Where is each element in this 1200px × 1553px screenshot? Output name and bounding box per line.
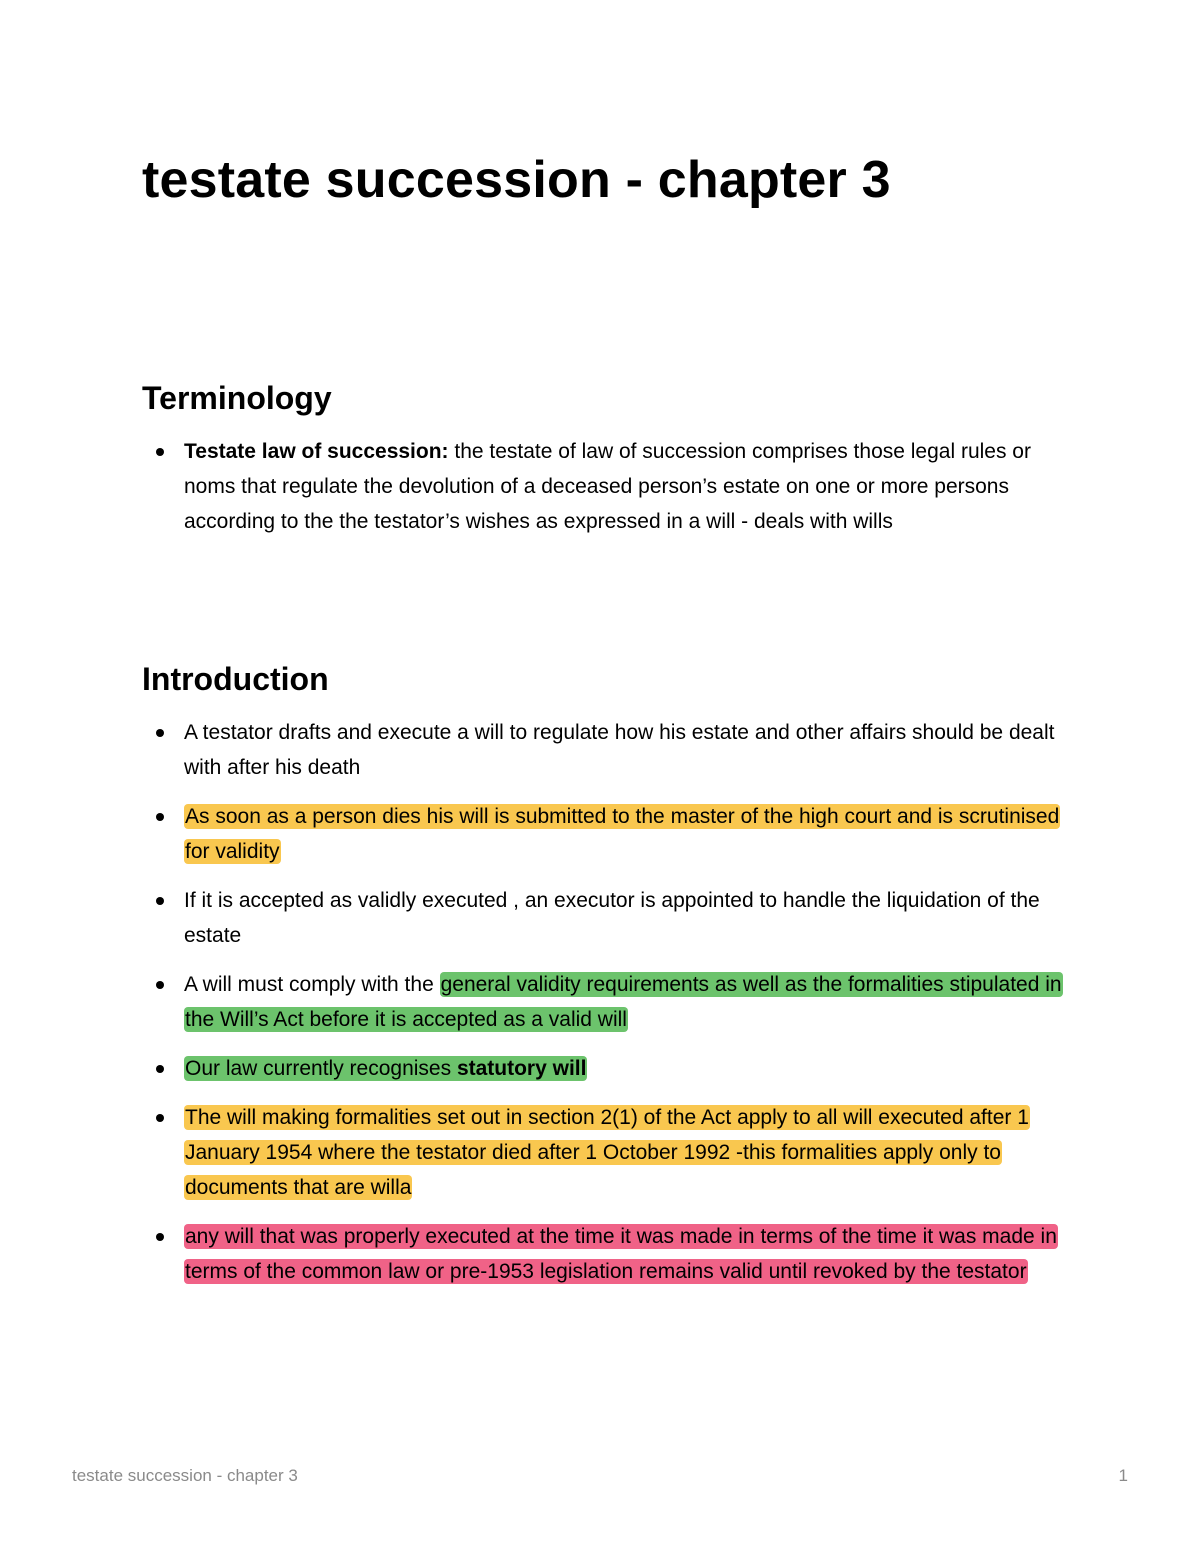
list-item: [142, 715, 1072, 785]
bullet-icon: [156, 981, 164, 989]
list-item-text: A testator drafts and execute a will to regulate how his estate and other affairs should be dealt with after his death: [184, 721, 1055, 779]
section-introduction: [142, 659, 1072, 1303]
list-item: [142, 967, 1072, 1037]
highlighted-text-green: [184, 1056, 587, 1081]
bullet-icon: [156, 813, 164, 821]
bullet-icon: [156, 1233, 164, 1241]
highlighted-text-pink: any will that was properly executed at the time it was made in terms of the time it was made in terms of the common law or pre-1953 legislation remains valid until revoked by the testator: [185, 1225, 1057, 1283]
list-item: [142, 883, 1072, 953]
term-definition: the testate of law of succession comprises those legal rules or noms that regulate the devolution of a deceased person’s estate on one or more persons according to the the testator’s wishes as expressed in a will - deals with wills: [184, 440, 1031, 533]
highlighted-text-yellow: As soon as a person dies his will is submitted to the master of the high court and is scrutinised for validity: [185, 805, 1060, 863]
highlighted-text-green: general validity requirements as well as the formalities stipulated in the Will’s Act before it is accepted as a valid will: [185, 973, 1062, 1031]
list-item: [142, 434, 1072, 539]
term-label: Testate law of succession:: [184, 440, 449, 463]
section-heading-introduction: Introduction: [142, 661, 329, 697]
highlighted-text-yellow: The will making formalities set out in section 2(1) of the Act apply to all will executed after 1 January 1954 where the testator died after 1 October 1992 -this formalities apply only to documents that are willa: [185, 1106, 1029, 1199]
introduction-list: [142, 715, 1072, 1289]
bullet-icon: [156, 729, 164, 737]
bullet-icon: [156, 897, 164, 905]
list-item: [142, 1219, 1072, 1289]
page-number: 1: [1118, 1466, 1128, 1485]
bullet-icon: [156, 1065, 164, 1073]
section-terminology: [142, 378, 1072, 553]
page-title: testate succession - chapter 3: [142, 151, 891, 209]
list-item: [142, 1051, 1072, 1086]
bold-term: statutory will: [456, 1057, 587, 1080]
bullet-icon: [156, 1114, 164, 1122]
list-item: [142, 799, 1072, 869]
list-item-text: Our law currently recognises: [185, 1057, 457, 1080]
list-item: [142, 1100, 1072, 1205]
footer-title: testate succession - chapter 3: [72, 1466, 298, 1485]
list-item-text: A will must comply with the: [184, 973, 440, 996]
list-item-text: If it is accepted as validly executed , an executor is appointed to handle the liquidation of the estate: [184, 889, 1040, 947]
bullet-icon: [156, 448, 164, 456]
section-heading-terminology: Terminology: [142, 380, 332, 416]
terminology-list: [142, 434, 1072, 539]
